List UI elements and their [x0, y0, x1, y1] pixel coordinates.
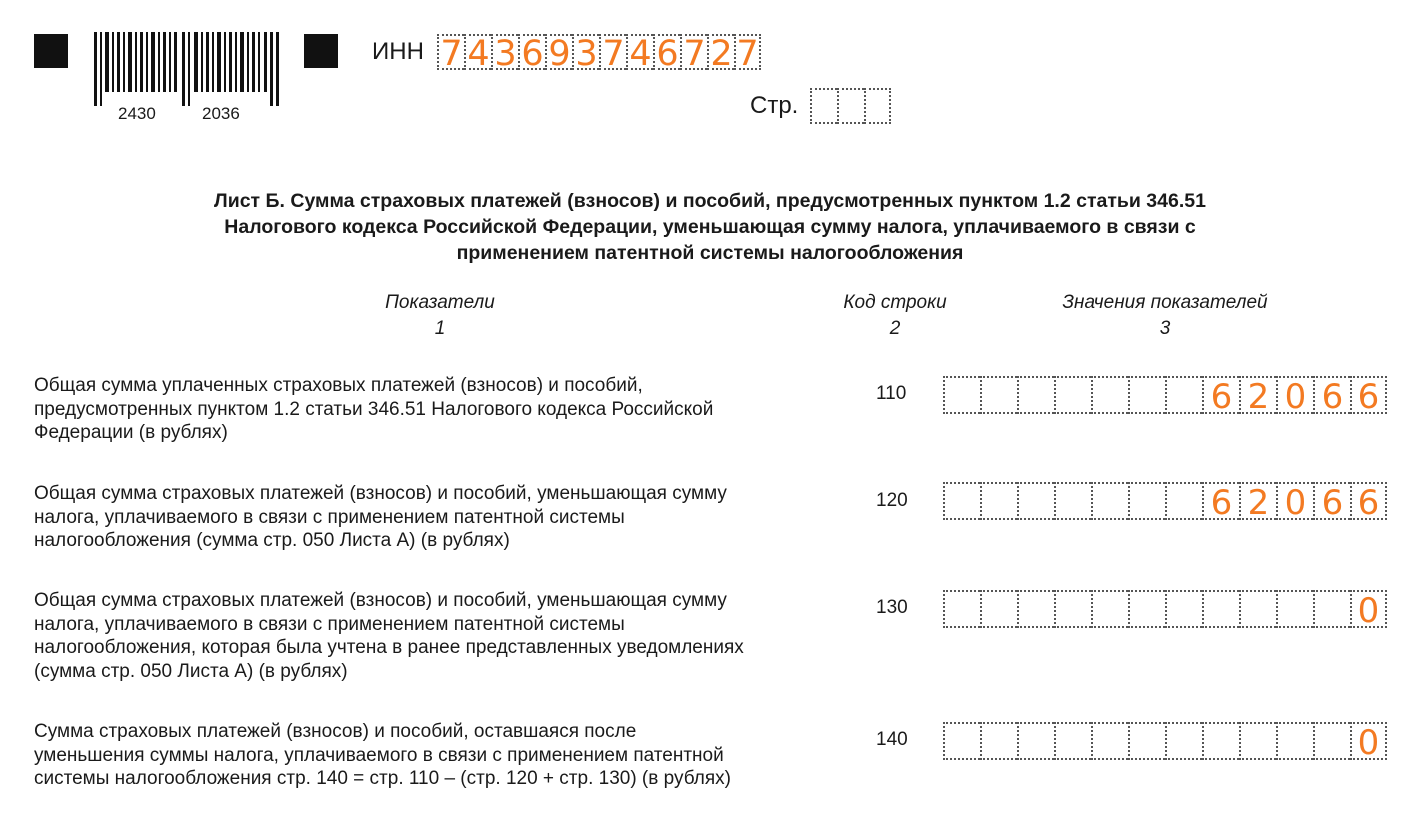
value-digit-cell-7[interactable] [1165, 590, 1202, 628]
value-digit-cell-2[interactable] [980, 376, 1017, 414]
value-digit-cell-10[interactable] [1276, 590, 1313, 628]
inn-digit-cell-2[interactable]: 4 [464, 34, 491, 70]
row-description-110 [34, 374, 864, 445]
row-text-line: Сумма страховых платежей (взносов) и пособий, оставшаяся после [34, 721, 637, 742]
value-digit-cell-11[interactable]: 6 [1313, 482, 1350, 520]
page-digit-cell-1[interactable] [810, 88, 837, 124]
value-digit-cell-11[interactable] [1313, 590, 1350, 628]
row-description-120 [34, 482, 864, 553]
value-digit-cell-6[interactable] [1128, 376, 1165, 414]
value-digit-cell-12[interactable]: 0 [1350, 590, 1387, 628]
column-header-number: 2 [889, 318, 901, 339]
page-title [60, 188, 1360, 266]
value-digit-cell-3[interactable] [1017, 376, 1054, 414]
value-digit-cell-4[interactable] [1054, 482, 1091, 520]
value-digit-cell-3[interactable] [1017, 722, 1054, 760]
value-digit-cell-9[interactable]: 2 [1239, 376, 1276, 414]
value-digit-cell-1[interactable] [943, 376, 980, 414]
value-digit-cell-7[interactable] [1165, 482, 1202, 520]
title-line-3: применением патентной системы налогообложения [456, 242, 964, 264]
value-digit-cell-12[interactable]: 6 [1350, 376, 1387, 414]
inn-digit-cell-8[interactable]: 4 [626, 34, 653, 70]
column-header-line-code [820, 290, 970, 342]
row-text-line: Федерации (в рублях) [34, 422, 228, 443]
row-text-line: налога, уплачиваемого в связи с применением патентной системы [34, 506, 625, 528]
column-header-label: Показатели [385, 292, 495, 313]
inn-digit-cell-4[interactable]: 6 [518, 34, 545, 70]
value-digit-cell-1[interactable] [943, 590, 980, 628]
column-header-number: 3 [1159, 318, 1171, 339]
inn-field[interactable] [437, 34, 761, 74]
inn-digit-cell-9[interactable]: 6 [653, 34, 680, 70]
value-digit-cell-6[interactable] [1128, 590, 1165, 628]
value-digit-cell-7[interactable] [1165, 376, 1202, 414]
barcode-icon [94, 32, 279, 106]
inn-label: ИНН [372, 38, 424, 65]
title-line-2: Налогового кодекса Российской Федерации, уменьшающая сумму налога, уплачиваемого в связи с [224, 216, 1196, 238]
row-code-120: 120 [876, 490, 908, 511]
row-code-130: 130 [876, 597, 908, 618]
value-digit-cell-6[interactable] [1128, 482, 1165, 520]
column-header-indicators [280, 290, 600, 342]
barcode-number-right: 2036 [202, 104, 240, 123]
title-line-1: Лист Б. Сумма страховых платежей (взносов) и пособий, предусмотренных пунктом 1.2 статьи 346.51 [214, 190, 1206, 212]
value-digit-cell-12[interactable]: 0 [1350, 722, 1387, 760]
value-digit-cell-11[interactable] [1313, 722, 1350, 760]
value-digit-cell-11[interactable]: 6 [1313, 376, 1350, 414]
value-digit-cell-12[interactable]: 6 [1350, 482, 1387, 520]
value-digit-cell-5[interactable] [1091, 482, 1128, 520]
value-digit-cell-10[interactable]: 0 [1276, 482, 1313, 520]
column-header-values [1020, 290, 1310, 342]
inn-digit-cell-6[interactable]: 3 [572, 34, 599, 70]
row-code-110: 110 [876, 383, 907, 404]
value-field-140[interactable] [943, 722, 1387, 763]
row-description-130 [34, 589, 864, 683]
value-digit-cell-3[interactable] [1017, 590, 1054, 628]
page-digit-cell-3[interactable] [864, 88, 891, 124]
value-digit-cell-10[interactable]: 0 [1276, 376, 1313, 414]
inn-digit-cell-5[interactable]: 9 [545, 34, 572, 70]
row-description-140 [34, 720, 864, 791]
value-digit-cell-6[interactable] [1128, 722, 1165, 760]
inn-digit-cell-1[interactable]: 7 [437, 34, 464, 70]
value-field-120[interactable] [943, 482, 1387, 523]
row-code-140: 140 [876, 729, 908, 750]
row-text-line: налога, уплачиваемого в связи с применением патентной системы [34, 613, 625, 635]
corner-marker-right [304, 34, 338, 68]
row-text-line: предусмотренных пунктом 1.2 статьи 346.51 Налогового кодекса Российской [34, 398, 714, 420]
page-label: Стр. [750, 92, 799, 119]
row-text-line: Общая сумма страховых платежей (взносов) и пособий, уменьшающая сумму [34, 590, 727, 611]
barcode-number-left: 2430 [118, 104, 156, 123]
value-digit-cell-8[interactable] [1202, 722, 1239, 760]
row-text-line: Общая сумма страховых платежей (взносов) и пособий, уменьшающая сумму [34, 483, 727, 504]
value-digit-cell-5[interactable] [1091, 590, 1128, 628]
inn-digit-cell-12[interactable]: 7 [734, 34, 761, 70]
value-digit-cell-4[interactable] [1054, 376, 1091, 414]
value-digit-cell-4[interactable] [1054, 722, 1091, 760]
row-text-line: уменьшения суммы налога, уплачиваемого в связи с применением патентной [34, 744, 724, 766]
inn-digit-cell-11[interactable]: 2 [707, 34, 734, 70]
column-header-label: Код строки [843, 292, 947, 313]
column-header-number: 1 [434, 318, 446, 339]
value-digit-cell-1[interactable] [943, 482, 980, 520]
value-digit-cell-2[interactable] [980, 590, 1017, 628]
row-text-line: налогообложения, которая была учтена в ранее представленных уведомлениях [34, 637, 744, 658]
value-digit-cell-8[interactable]: 6 [1202, 376, 1239, 414]
row-text-line: Общая сумма уплаченных страховых платежей (взносов) и пособий, [34, 375, 643, 396]
inn-digit-cell-3[interactable]: 3 [491, 34, 518, 70]
value-field-110[interactable] [943, 376, 1387, 417]
value-digit-cell-1[interactable] [943, 722, 980, 760]
value-digit-cell-8[interactable]: 6 [1202, 482, 1239, 520]
row-text-line: налогообложения (сумма стр. 050 Листа А) (в рублях) [34, 530, 510, 551]
value-digit-cell-5[interactable] [1091, 722, 1128, 760]
value-digit-cell-5[interactable] [1091, 376, 1128, 414]
inn-digit-cell-10[interactable]: 7 [680, 34, 707, 70]
page-digit-cell-2[interactable] [837, 88, 864, 124]
page-number-field[interactable] [810, 88, 891, 124]
value-digit-cell-10[interactable] [1276, 722, 1313, 760]
row-text-line: (сумма стр. 050 Листа А) (в рублях) [34, 660, 348, 682]
value-digit-cell-2[interactable] [980, 482, 1017, 520]
corner-marker-left [34, 34, 68, 68]
column-header-label: Значения показателей [1062, 292, 1268, 313]
value-digit-cell-7[interactable] [1165, 722, 1202, 760]
value-digit-cell-9[interactable]: 2 [1239, 482, 1276, 520]
value-digit-cell-9[interactable] [1239, 590, 1276, 628]
value-digit-cell-2[interactable] [980, 722, 1017, 760]
value-digit-cell-8[interactable] [1202, 590, 1239, 628]
row-text-line: системы налогообложения стр. 140 = стр. 110 – (стр. 120 + стр. 130) (в рублях) [34, 768, 731, 789]
value-digit-cell-3[interactable] [1017, 482, 1054, 520]
value-digit-cell-4[interactable] [1054, 590, 1091, 628]
value-field-130[interactable] [943, 590, 1387, 631]
inn-digit-cell-7[interactable]: 7 [599, 34, 626, 70]
value-digit-cell-9[interactable] [1239, 722, 1276, 760]
